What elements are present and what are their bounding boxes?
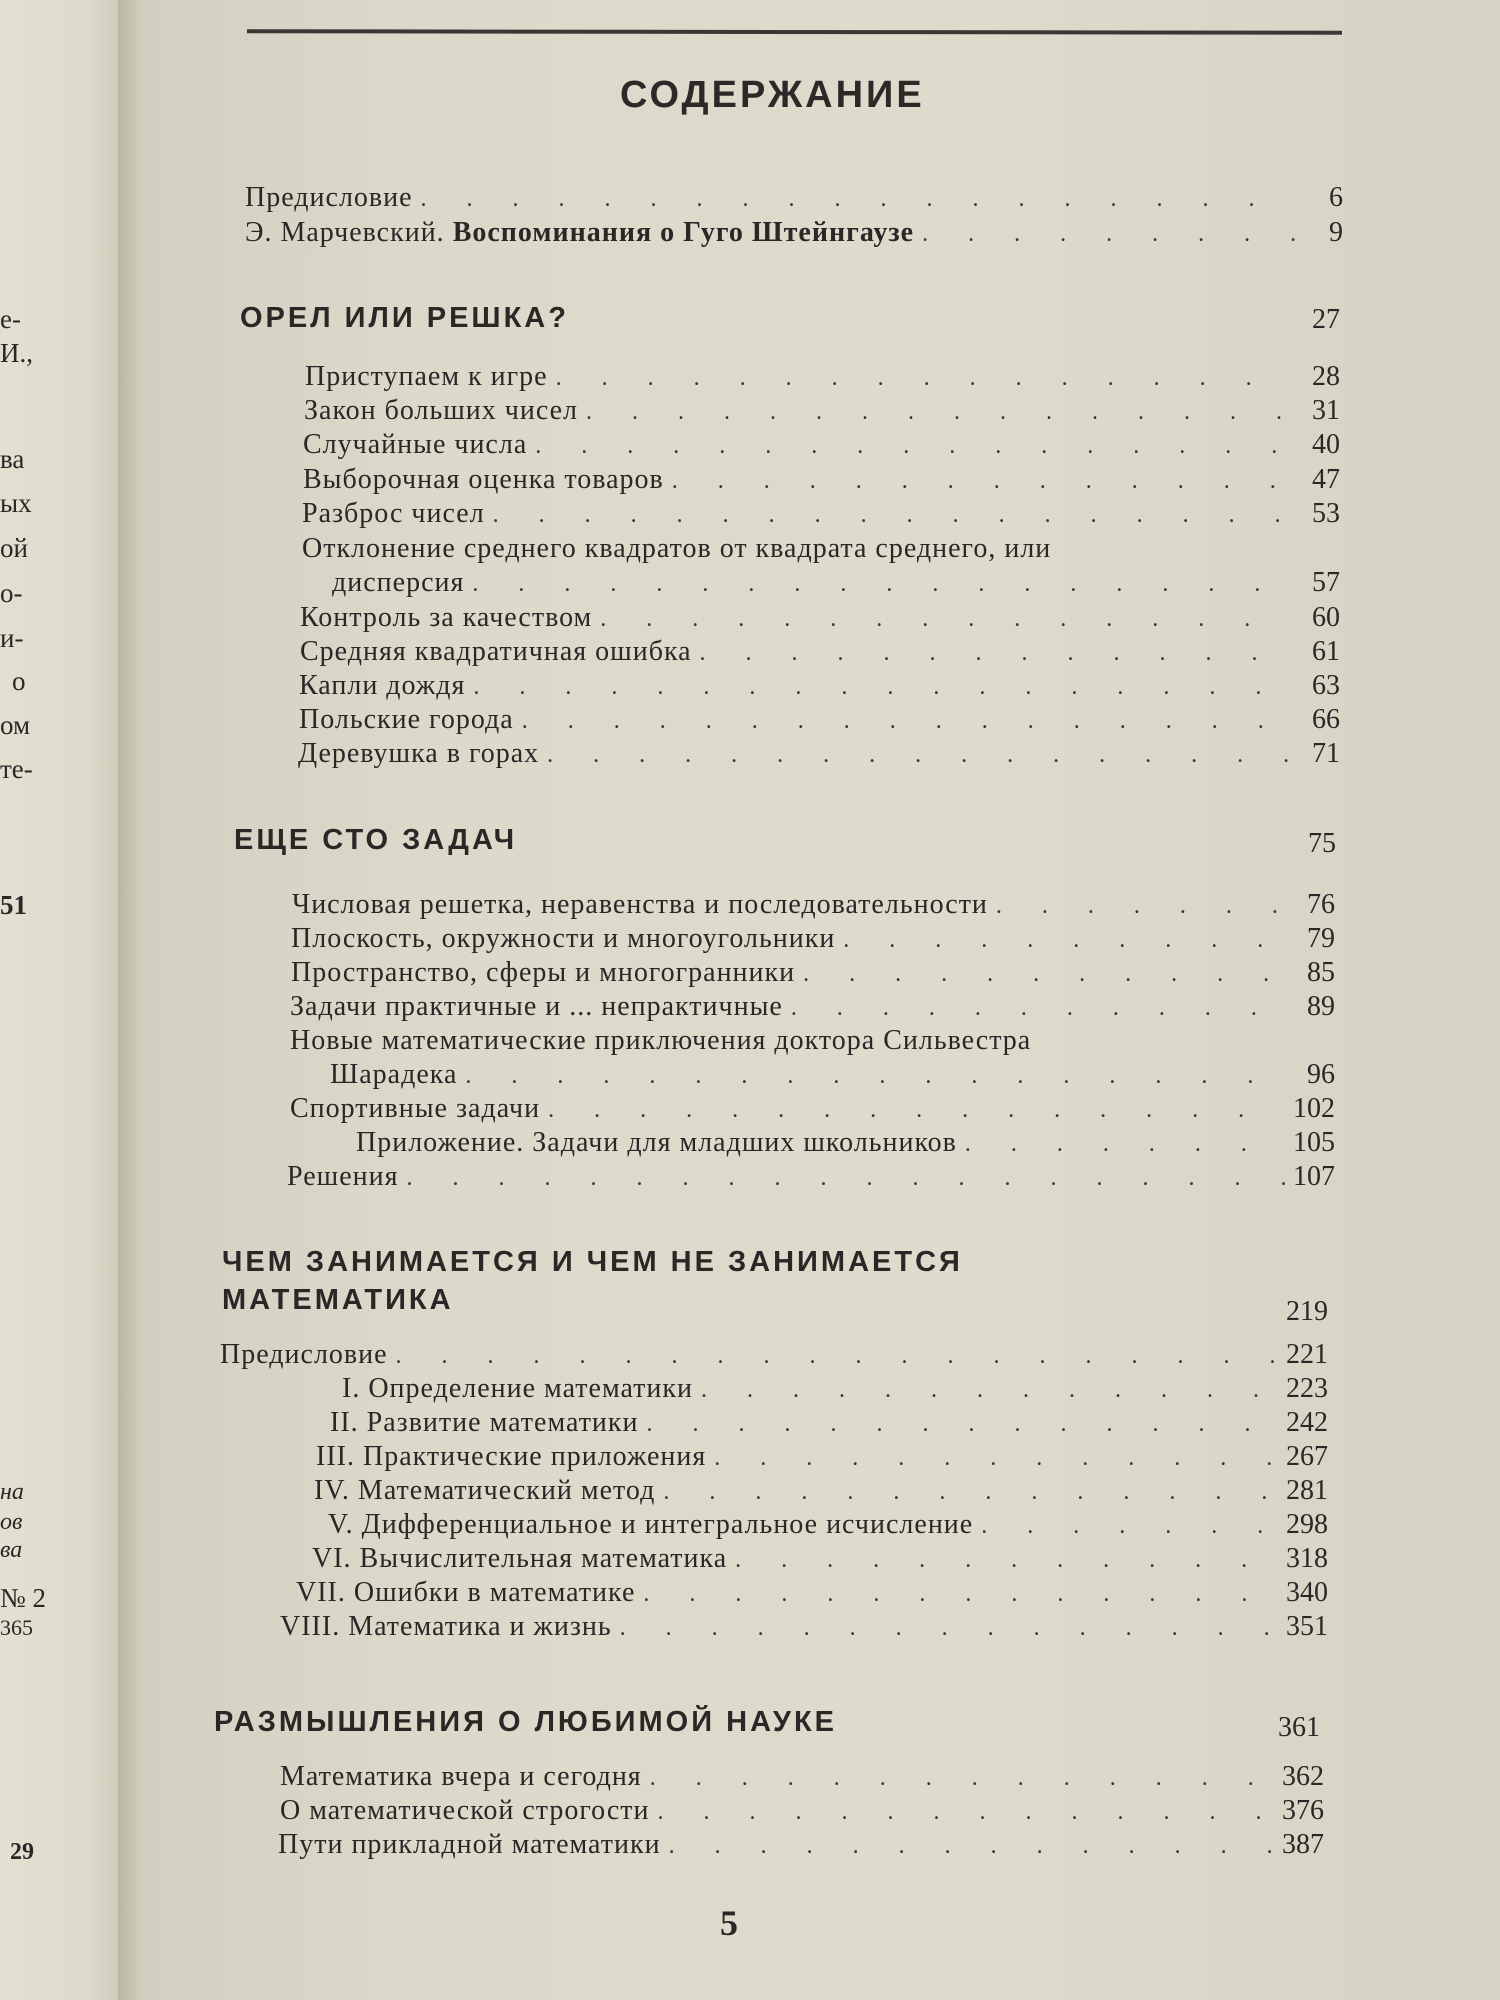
left-fragment: о- <box>0 578 23 608</box>
leader-dots <box>658 1797 1274 1827</box>
toc-entry-page: 63 <box>1312 670 1340 701</box>
toc-entry-page: 362 <box>1282 1761 1324 1792</box>
leader-dots <box>669 1831 1274 1861</box>
toc-entry-label: Задачи практичные и ... непрактичные <box>290 991 783 1022</box>
leader-dots <box>396 1341 1278 1371</box>
toc-entry-title: Воспоминания о Гуго Штейнгаузе <box>452 217 915 248</box>
toc-entry <box>291 958 1335 989</box>
toc-entry-label <box>245 218 914 248</box>
leader-dots <box>996 891 1287 921</box>
toc-entry-page: 102 <box>1293 1093 1335 1124</box>
leader-dots <box>663 1477 1278 1507</box>
toc-entry-page: 223 <box>1286 1373 1328 1404</box>
toc-entry-page: 57 <box>1312 567 1340 598</box>
left-fragment: 51 <box>0 890 27 920</box>
toc-entry <box>220 1340 1328 1371</box>
left-fragment: ых <box>0 488 32 518</box>
leader-dots <box>791 993 1287 1023</box>
toc-entry <box>245 183 1343 214</box>
leader-dots <box>843 925 1287 955</box>
toc-entry-page: 66 <box>1312 704 1340 735</box>
toc-entry-page: 105 <box>1293 1127 1335 1158</box>
toc-entry-page: 9 <box>1329 217 1343 248</box>
toc-entry-label: Шарадека <box>330 1059 458 1090</box>
toc-entry-label: V. Дифференциальное и интегральное исчисление <box>328 1509 974 1540</box>
toc-entry <box>287 1162 1335 1193</box>
toc-entry-page: 60 <box>1312 602 1340 633</box>
toc-entry <box>312 1544 1328 1575</box>
toc-entry <box>280 1762 1324 1793</box>
toc-entry <box>356 1128 1335 1159</box>
section-page: 75 <box>1308 828 1336 859</box>
section-heading: ОРЕЛ ИЛИ РЕШКА? <box>240 302 569 334</box>
left-fragment: о <box>12 666 26 696</box>
toc-entry <box>330 1408 1328 1439</box>
leader-dots <box>548 1095 1285 1125</box>
toc-entry <box>303 465 1340 496</box>
left-fragment: ом <box>0 710 31 740</box>
toc-entry <box>296 1578 1328 1609</box>
left-fragment: те- <box>0 754 33 784</box>
toc-entry-label: VII. Ошибки в математике <box>296 1577 636 1608</box>
toc-entry <box>280 1796 1324 1827</box>
toc-entry-page: 298 <box>1286 1509 1328 1540</box>
left-fragment: ой <box>0 533 28 563</box>
left-fragment: № 2 <box>0 1583 47 1613</box>
toc-entry-label: Приступаем к игре <box>305 361 548 392</box>
toc-entry <box>300 603 1340 634</box>
toc-entry <box>299 705 1340 736</box>
leader-dots <box>672 466 1292 496</box>
toc-entry-page: 53 <box>1312 498 1340 529</box>
leader-dots <box>472 569 1292 599</box>
toc-entry-page: 96 <box>1307 1059 1335 1090</box>
toc-entry-label: VI. Вычислительная математика <box>312 1543 728 1574</box>
toc-entry-label: Пути прикладной математики <box>278 1829 661 1860</box>
toc-entry-page: 376 <box>1282 1795 1324 1826</box>
leader-dots <box>650 1763 1274 1793</box>
section-heading: ЕЩЕ СТО ЗАДАЧ <box>234 824 518 856</box>
leader-dots <box>700 638 1292 668</box>
leader-dots <box>473 672 1292 702</box>
toc-entry <box>290 992 1335 1023</box>
toc-entry-label: Предисловие <box>220 1339 388 1370</box>
toc-entry <box>314 1476 1328 1507</box>
toc-entry-label: О математической строгости <box>280 1795 650 1826</box>
toc-entry-label: Решения <box>287 1161 399 1192</box>
toc-entry-page: 31 <box>1312 395 1340 426</box>
leader-dots <box>493 500 1292 530</box>
page-title: СОДЕРЖАНИЕ <box>620 74 925 116</box>
toc-entry-page: 85 <box>1307 957 1335 988</box>
toc-entry <box>291 924 1335 955</box>
toc-entry <box>342 1374 1328 1405</box>
toc-entry-page: 79 <box>1307 923 1335 954</box>
toc-entry-label: Деревушка в горах <box>298 738 540 769</box>
toc-entry-page: 76 <box>1307 889 1335 920</box>
toc-entry-page: 281 <box>1286 1475 1328 1506</box>
toc-entry-label: II. Развитие математики <box>330 1407 639 1438</box>
toc-entry-label: Отклонение среднего квадратов от квадрата среднего, или <box>302 533 1052 564</box>
toc-entry-label: IV. Математический метод <box>314 1475 656 1506</box>
section-heading-line2: МАТЕМАТИКА <box>222 1284 454 1316</box>
toc-entry-label: Выборочная оценка товаров <box>303 464 664 495</box>
toc-entry <box>278 1830 1324 1861</box>
left-fragment: ов <box>0 1509 23 1535</box>
leader-dots <box>981 1511 1278 1541</box>
toc-entry <box>292 890 1335 921</box>
toc-entry <box>305 362 1340 393</box>
toc-entry-label: Математика вчера и сегодня <box>280 1761 642 1792</box>
leader-dots <box>701 1375 1278 1405</box>
toc-entry-page: 242 <box>1286 1407 1328 1438</box>
toc-entry-page: 40 <box>1312 429 1340 460</box>
toc-entry-label: VIII. Математика и жизнь <box>280 1611 612 1642</box>
toc-entry-label: Закон больших чисел <box>304 395 579 426</box>
toc-entry-label: Числовая решетка, неравенства и последовательности <box>292 889 988 920</box>
toc-entry-label: дисперсия <box>332 567 465 598</box>
toc-entry <box>332 568 1340 599</box>
leader-dots <box>965 1129 1285 1159</box>
toc-entry-page: 351 <box>1286 1611 1328 1642</box>
toc-entry-page: 89 <box>1307 991 1335 1022</box>
left-fragment: ва <box>0 1537 23 1563</box>
toc-entry-label: Разброс чисел <box>302 498 485 529</box>
toc-entry-label: Новые математические приключения доктора Сильвестра <box>290 1025 1032 1056</box>
leader-dots <box>803 959 1287 989</box>
toc-entry-author: Э. Марчевский. <box>245 217 445 248</box>
page-number: 5 <box>720 1903 738 1943</box>
leader-dots <box>522 706 1292 736</box>
leader-dots <box>406 1163 1285 1193</box>
left-fragment: и- <box>0 623 24 653</box>
toc-entry <box>330 1060 1335 1091</box>
toc-entry-label: Пространство, сферы и многогранники <box>291 957 796 988</box>
toc-entry <box>304 396 1340 427</box>
toc-entry <box>328 1510 1328 1541</box>
toc-entry <box>290 1094 1335 1125</box>
toc-entry-label: Контроль за качеством <box>300 602 593 633</box>
left-page-edge <box>0 0 128 2000</box>
leader-dots <box>586 397 1292 427</box>
section-page: 361 <box>1278 1712 1320 1743</box>
toc-entry-page: 387 <box>1282 1829 1324 1860</box>
leader-dots <box>556 363 1292 393</box>
toc-entry-page: 221 <box>1286 1339 1328 1370</box>
toc-entry-page: 6 <box>1329 182 1343 213</box>
toc-entry-label: Польские города <box>299 704 514 735</box>
leader-dots <box>600 604 1292 634</box>
leader-dots <box>620 1613 1278 1643</box>
toc-entry-label: Плоскость, окружности и многоугольники <box>291 923 836 954</box>
leader-dots <box>647 1409 1279 1439</box>
leader-dots <box>714 1443 1278 1473</box>
toc-entry <box>298 739 1340 770</box>
toc-entry <box>302 499 1340 530</box>
toc-entry <box>280 1612 1328 1643</box>
toc-entry-page: 61 <box>1312 636 1340 667</box>
toc-entry <box>303 430 1340 461</box>
toc-entry-label: I. Определение математики <box>342 1373 693 1404</box>
toc-entry-label: Приложение. Задачи для младших школьников <box>356 1127 957 1158</box>
section-heading: ЧЕМ ЗАНИМАЕТСЯ И ЧЕМ НЕ ЗАНИМАЕТСЯ <box>222 1246 963 1278</box>
leader-dots <box>465 1061 1287 1091</box>
toc-entry <box>299 671 1340 702</box>
section-page: 27 <box>1312 304 1340 335</box>
left-fragment: 29 <box>10 1839 34 1865</box>
leader-dots <box>922 219 1295 249</box>
toc-entry-page: 71 <box>1312 738 1340 769</box>
toc-entry-label: Предисловие <box>245 182 413 213</box>
leader-dots <box>421 184 1295 214</box>
leader-dots <box>547 740 1292 770</box>
toc-entry <box>245 218 1343 249</box>
left-fragment: ва <box>0 444 25 474</box>
left-fragment: 365 <box>0 1615 33 1640</box>
section-page: 219 <box>1286 1296 1328 1327</box>
toc-entry-page: 107 <box>1293 1161 1335 1192</box>
toc-entry-label: Средняя квадратичная ошибка <box>300 636 692 667</box>
leader-dots <box>643 1579 1278 1609</box>
toc-entry <box>316 1442 1328 1473</box>
left-fragment: е- <box>0 304 21 334</box>
leader-dots <box>735 1545 1278 1575</box>
toc-entry <box>300 637 1340 668</box>
toc-entry-label: Случайные числа <box>303 429 528 460</box>
toc-entry-label: III. Практические приложения <box>316 1441 707 1472</box>
toc-entry-label: Капли дождя <box>299 670 466 701</box>
toc-entry-page: 47 <box>1312 464 1340 495</box>
left-fragment: на <box>0 1479 24 1505</box>
toc-entry-page: 28 <box>1312 361 1340 392</box>
toc-entry-page: 340 <box>1286 1577 1328 1608</box>
section-heading: РАЗМЫШЛЕНИЯ О ЛЮБИМОЙ НАУКЕ <box>214 1706 838 1738</box>
toc-entry-label: Спортивные задачи <box>290 1093 541 1124</box>
toc-entry-page: 267 <box>1286 1441 1328 1472</box>
toc-entry-page: 318 <box>1286 1543 1328 1574</box>
leader-dots <box>535 431 1292 461</box>
left-fragment: И., <box>0 338 33 368</box>
